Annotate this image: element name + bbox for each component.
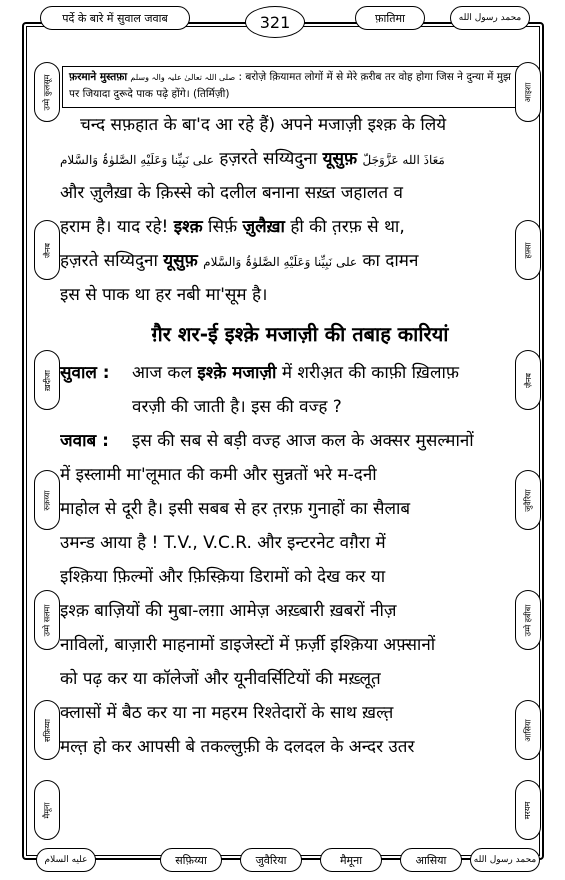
footer-seal-left: علیه السلام (36, 848, 96, 872)
answer-label: जवाब : (60, 431, 109, 451)
side-label: आसिया (515, 700, 541, 760)
answer-line: जवाब : इस की सब से बड़ी वज्ह आज कल के अक्सर मुसल्मानों (60, 424, 540, 458)
text-line: को पढ़ कर या कॉलेजों और यूनीवर्सिटियों की मख़्लूत़ (60, 669, 381, 689)
text-line: चन्द सफ़हात के बा'द आ रहे हैं) अपने मजाज़ी इश्क़ के लिये (80, 115, 447, 135)
text-line: में इस्लामी मा'लूमात की कमी और सुन्नतों भरे म-दनी (60, 465, 377, 485)
question-line: सुवाल : आज कल इश्क़े मजाज़ी में शरीअ़त की काफ़ी ख़िलाफ़ (60, 356, 540, 390)
side-label: हफ़्सा (515, 220, 541, 280)
text-line: नाविलों, बाज़ारी माहनामों डाइजेस्टों में फ़र्ज़ी इश्क़िया अफ़्सानों (60, 635, 436, 655)
header-seal: محمد رسول الله (450, 6, 530, 30)
footer-seal-right: محمد رسول الله (470, 848, 540, 872)
side-label: ख़दीजा (34, 350, 60, 410)
text-line: इश्क़िया फ़िल्मों और फ़िस्क़िया डिरामों को देख कर या (60, 567, 386, 587)
farmaan-salutation: صلی اللہ تعالیٰ علیہ والہ وسلم (130, 73, 236, 82)
side-label: ज़ैनब (515, 350, 541, 410)
page-number: 321 (245, 6, 305, 38)
side-label: उम्मे सलमा (34, 590, 60, 650)
side-label: जैनब (34, 220, 60, 280)
farmaan-label: फ़रमाने मुस्तफ़ा (69, 71, 128, 83)
footer-tag: सफ़िय्या (160, 848, 222, 872)
text-line: हज़रते सय्यिदुना यूसुफ़ علی نَبِیِّنا وَعَلَیْهِ الصَّلوٰۃُ وَالسَّلام का दामन (60, 251, 419, 271)
side-label: आइशा (515, 62, 541, 122)
text-line: माहोल से दूरी है। इसी सबब से हर त़रफ़ गुनाहों का सैलाब (60, 499, 411, 519)
text-line: वरज़ी की जाती है। इस की वज्ह ? (132, 397, 342, 417)
text-line: علی نَبِیِّنا وَعَلَیْهِ الصَّلوٰۃُ وَالسَّلام हज़रते सय्यिदुना यूसुफ़ مَعَاذَ الله عَزَّوَجَلّ (60, 149, 445, 169)
header-name-tag: फ़ातिमा (355, 6, 425, 30)
text-line: इस से पाक था हर नबी मा'सूम है। (60, 285, 268, 305)
side-label: सफ़िय्या (34, 700, 60, 760)
section-heading: ग़ैर शर-ई इश्क़े मजाज़ी की तबाह कारियां (151, 322, 449, 346)
footer-tag: आसिया (400, 848, 462, 872)
farmaan-box (62, 66, 537, 108)
text-line: क्लासों में बैठ कर या ना महरम रिश्तेदारों के साथ ख़ल्त़ (60, 703, 394, 723)
side-label: मरयम (515, 780, 541, 840)
side-label: उम्मे कुलसूम (34, 62, 60, 122)
side-label: उम्मे हबीबा (515, 590, 541, 650)
chapter-tag: पर्दे के बारे में सुवाल जवाब (40, 6, 190, 30)
side-label: जुवैरिया (515, 470, 541, 530)
side-label: मैमूना (34, 780, 60, 840)
text-line: और ज़ुलैख़ा के क़िस्से को दलील बनाना सख़्त जहालत व (60, 183, 403, 203)
farmaan-line2: पर जियादा दुरूदे पाक पढ़े होंगे। (तिर्मिज़ी) (69, 88, 230, 100)
farmaan-text: : बरोज़े क़ियामत लोगों में से मेरे क़रीब तर वोह होगा जिस ने दुन्या में मुझ (238, 71, 511, 83)
side-label: रुक़य्या (34, 470, 60, 530)
footer-tag: मैमूना (320, 848, 382, 872)
text-line: इश्क़ बाज़ियों की मुबा-लग़ा आमेज़ अख़्बारी ख़बरों नीज़ (60, 601, 397, 621)
page-body (60, 108, 540, 764)
text-line: मल्त़ हो कर आपसी बे तकल्लुफ़ी के दलदल के अन्दर उतर (60, 737, 415, 757)
question-label: सुवाल : (60, 363, 110, 383)
footer-tag: जुवैरिया (240, 848, 302, 872)
text-line: उमन्ड आया है ! T.V., V.C.R. और इन्टरनेट वग़ैरा में (60, 533, 386, 553)
text-line: हराम है। याद रहे! इश्क़ सिर्फ़ ज़ुलैख़ा ही की त़रफ़ से था, (60, 217, 405, 237)
